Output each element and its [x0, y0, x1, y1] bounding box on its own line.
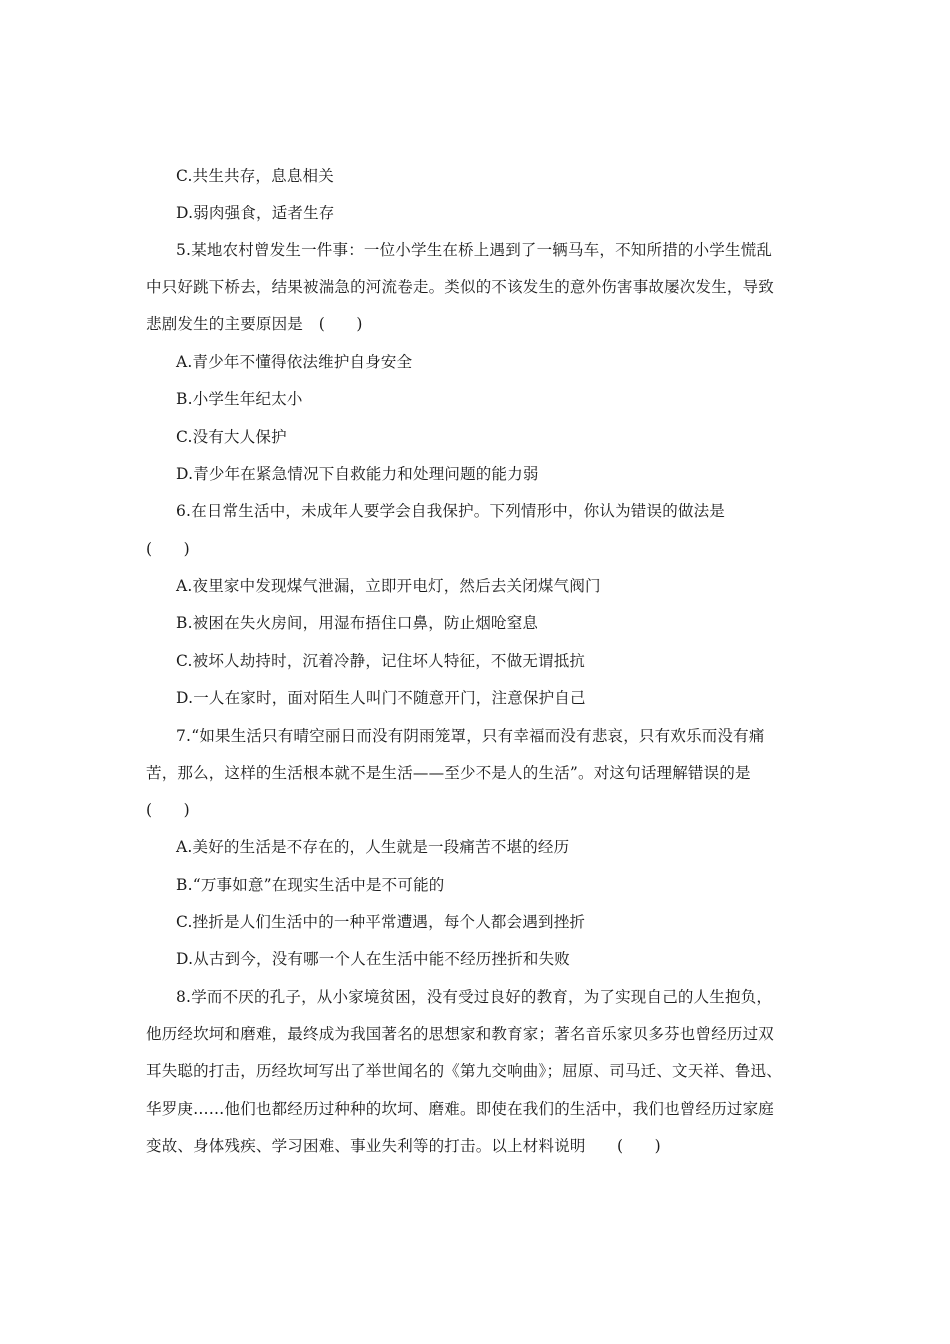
q5-option-d: D.青少年在紧急情况下自救能力和处理问题的能力弱	[176, 465, 539, 483]
q7-stem-line-1: 7.“如果生活只有晴空丽日而没有阴雨笼罩，只有幸福而没有悲哀，只有欢乐而没有痛	[176, 727, 765, 745]
q5-option-c: C.没有大人保护	[176, 428, 287, 446]
q5-option-b: B.小学生年纪太小	[176, 390, 303, 408]
q7-option-b: B.“万事如意”在现实生活中是不可能的	[176, 876, 445, 894]
option-c-prev: C.共生共存，息息相关	[176, 167, 334, 185]
q7-option-d: D.从古到今，没有哪一个人在生活中能不经历挫折和失败	[176, 950, 571, 968]
q5-stem-line-1: 5.某地农村曾发生一件事：一位小学生在桥上遇到了一辆马车，不知所措的小学生慌乱	[176, 241, 773, 259]
q5-stem-line-2: 中只好跳下桥去，结果被湍急的河流卷走。类似的不该发生的意外伤害事故屡次发生，导致	[146, 278, 775, 296]
option-d-prev: D.弱肉强食，适者生存	[176, 204, 335, 222]
q6-option-b: B.被困在失火房间，用湿布捂住口鼻，防止烟呛窒息	[176, 614, 539, 632]
q7-option-a: A.美好的生活是不存在的，人生就是一段痛苦不堪的经历	[176, 838, 570, 856]
q8-stem-line-1: 8.学而不厌的孔子，从小家境贫困，没有受过良好的教育，为了实现自己的人生抱负，	[176, 988, 773, 1006]
q5-option-a: A.青少年不懂得依法维护自身安全	[176, 353, 413, 371]
q6-option-d: D.一人在家时，面对陌生人叫门不随意开门，注意保护自己	[176, 689, 586, 707]
q8-stem-line-2: 他历经坎坷和磨难，最终成为我国著名的思想家和教育家；著名音乐家贝多芬也曾经历过双	[146, 1025, 775, 1043]
q7-stem-line-3: ( )	[146, 801, 190, 819]
q5-stem-line-3: 悲剧发生的主要原因是 ( )	[146, 315, 363, 333]
q8-stem-line-5: 变故、身体残疾、学习困难、事业失利等的打击。以上材料说明 ( )	[146, 1137, 661, 1155]
q8-stem-line-4: 华罗庚……他们也都经历过种种的坎坷、磨难。即使在我们的生活中，我们也曾经历过家庭	[146, 1100, 775, 1118]
q6-stem-line-2: ( )	[146, 540, 190, 558]
q6-stem-line-1: 6.在日常生活中，未成年人要学会自我保护。下列情形中，你认为错误的做法是	[176, 502, 725, 520]
q6-option-c: C.被坏人劫持时，沉着冷静，记住坏人特征，不做无谓抵抗	[176, 652, 586, 670]
q7-option-c: C.挫折是人们生活中的一种平常遭遇，每个人都会遇到挫折	[176, 913, 586, 931]
q7-stem-line-2: 苦，那么，这样的生活根本就不是生活——至少不是人的生活”。对这句话理解错误的是	[146, 764, 751, 782]
q8-stem-line-3: 耳失聪的打击，历经坎坷写出了举世闻名的《第九交响曲》；屈原、司马迁、文天祥、鲁迅、	[146, 1062, 782, 1080]
q6-option-a: A.夜里家中发现煤气泄漏，立即开电灯，然后去关闭煤气阀门	[176, 577, 601, 595]
